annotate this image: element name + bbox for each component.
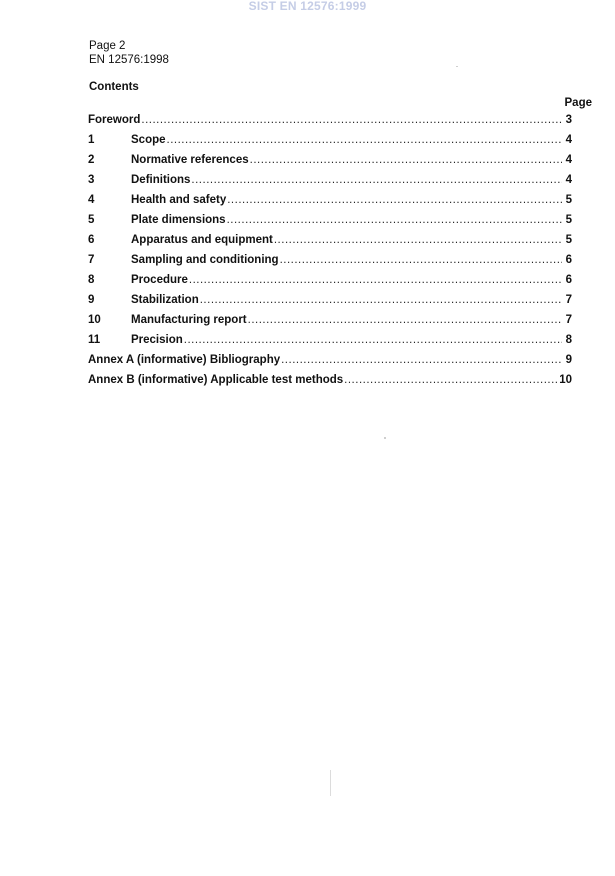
toc-entry-title: Procedure bbox=[131, 274, 188, 286]
toc-entry[interactable] bbox=[88, 234, 572, 254]
toc-entry-number: 1 bbox=[88, 134, 95, 146]
toc-leader-dots bbox=[191, 174, 562, 186]
toc-entry-title: Definitions bbox=[131, 174, 191, 186]
page-column-label: Page bbox=[564, 97, 592, 109]
toc-entry[interactable] bbox=[88, 314, 572, 334]
toc-entry[interactable] bbox=[88, 114, 572, 134]
toc-leader-dots bbox=[274, 234, 562, 246]
toc-entry-number: 11 bbox=[88, 334, 101, 346]
watermark: SIST EN 12576:1999 bbox=[248, 0, 367, 13]
toc-leader-dots bbox=[189, 274, 562, 286]
toc-entry[interactable] bbox=[88, 174, 572, 194]
toc-entry-page: 3 bbox=[565, 114, 572, 126]
toc-entry-page: 5 bbox=[565, 194, 572, 206]
toc-entry-page: 7 bbox=[565, 314, 572, 326]
toc-entry[interactable] bbox=[88, 294, 572, 314]
toc-entry-title: Scope bbox=[131, 134, 166, 146]
document-number: EN 12576:1998 bbox=[89, 54, 169, 66]
toc-entry-page: 4 bbox=[565, 154, 572, 166]
toc-entry-title: Annex A (informative) Bibliography bbox=[88, 354, 281, 366]
toc-entry[interactable] bbox=[88, 334, 572, 354]
toc-entry-title: Manufacturing report bbox=[131, 314, 247, 326]
toc-leader-dots bbox=[167, 134, 562, 146]
toc-entry[interactable] bbox=[88, 374, 572, 394]
page-header bbox=[89, 39, 169, 67]
toc-entry-title: Health and safety bbox=[131, 194, 227, 206]
toc-entry[interactable] bbox=[88, 274, 572, 294]
toc-entry-page: 5 bbox=[565, 214, 572, 226]
toc-leader-dots bbox=[141, 114, 562, 126]
toc-entry[interactable] bbox=[88, 194, 572, 214]
contents-heading: Contents bbox=[89, 81, 139, 93]
toc-leader-dots bbox=[280, 254, 562, 266]
toc-entry-number: 4 bbox=[88, 194, 95, 206]
toc-entry-page: 8 bbox=[565, 334, 572, 346]
toc-entry-title: Plate dimensions bbox=[131, 214, 226, 226]
toc-entry[interactable] bbox=[88, 354, 572, 374]
toc-entry-page: 6 bbox=[565, 254, 572, 266]
toc-entry-title: Annex B (informative) Applicable test methods bbox=[88, 374, 344, 386]
toc-entry-page: 7 bbox=[565, 294, 572, 306]
toc-leader-dots bbox=[248, 314, 562, 326]
toc-leader-dots bbox=[227, 214, 562, 226]
scan-speck bbox=[456, 66, 458, 67]
toc-leader-dots bbox=[344, 374, 557, 386]
toc-entry[interactable] bbox=[88, 214, 572, 234]
toc-entry-title: Apparatus and equipment bbox=[131, 234, 273, 246]
toc-entry-number: 3 bbox=[88, 174, 95, 186]
toc-entry-number: 8 bbox=[88, 274, 95, 286]
toc-leader-dots bbox=[184, 334, 562, 346]
toc-entry-page: 4 bbox=[565, 134, 572, 146]
toc-entry[interactable] bbox=[88, 134, 572, 154]
toc-leader-dots bbox=[250, 154, 562, 166]
toc-entry-page: 5 bbox=[565, 234, 572, 246]
toc-entry-number: 10 bbox=[88, 314, 101, 326]
toc-entry-number: 9 bbox=[88, 294, 95, 306]
toc-leader-dots bbox=[281, 354, 562, 366]
toc-leader-dots bbox=[200, 294, 562, 306]
toc-entry-page: 10 bbox=[559, 374, 572, 386]
toc-entry-number: 2 bbox=[88, 154, 95, 166]
toc-entry-title: Foreword bbox=[88, 114, 141, 126]
toc-entry-title: Precision bbox=[131, 334, 183, 346]
toc-entry[interactable] bbox=[88, 154, 572, 174]
scan-speck bbox=[330, 770, 331, 796]
toc-entry-page: 9 bbox=[565, 354, 572, 366]
toc-entry-number: 7 bbox=[88, 254, 95, 266]
toc-entry-number: 5 bbox=[88, 214, 95, 226]
table-of-contents bbox=[88, 114, 572, 394]
toc-entry-page: 6 bbox=[565, 274, 572, 286]
toc-entry-title: Normative references bbox=[131, 154, 249, 166]
toc-entry-page: 4 bbox=[565, 174, 572, 186]
toc-entry[interactable] bbox=[88, 254, 572, 274]
page-number-label: Page 2 bbox=[89, 40, 126, 52]
toc-entry-title: Stabilization bbox=[131, 294, 199, 306]
scan-speck bbox=[384, 437, 386, 439]
toc-leader-dots bbox=[227, 194, 562, 206]
toc-entry-number: 6 bbox=[88, 234, 95, 246]
toc-entry-title: Sampling and conditioning bbox=[131, 254, 279, 266]
